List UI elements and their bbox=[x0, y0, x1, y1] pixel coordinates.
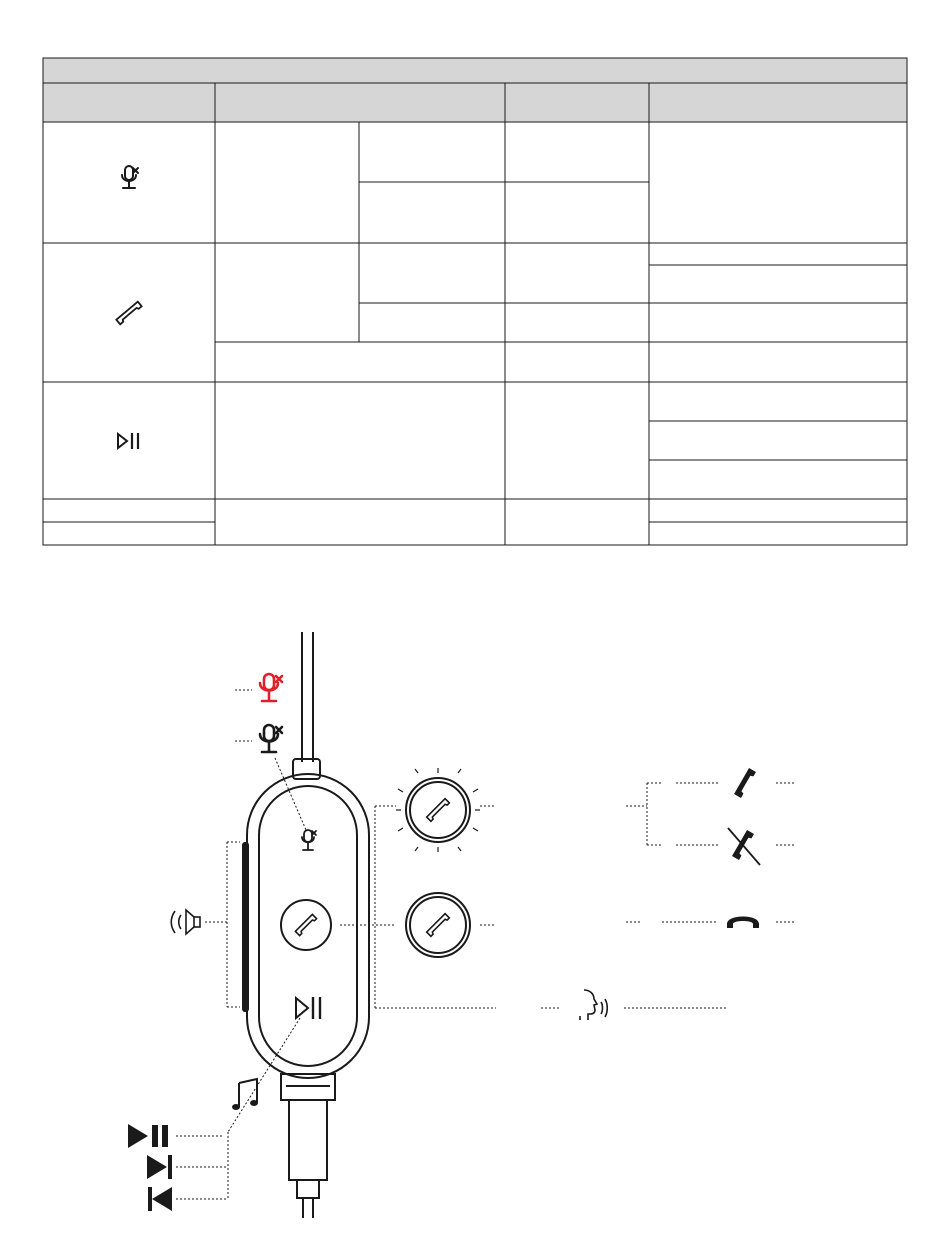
mic-mute-button[interactable] bbox=[302, 830, 316, 850]
inline-controller bbox=[247, 774, 369, 1078]
answer-call-icon bbox=[734, 768, 756, 798]
voice-assistant-icon bbox=[580, 990, 607, 1020]
upper-cable bbox=[293, 632, 320, 779]
call-button[interactable] bbox=[281, 900, 331, 950]
volume-rocker[interactable] bbox=[242, 842, 249, 1012]
volume-bracket bbox=[205, 842, 240, 1007]
mic-muted-red-icon bbox=[260, 674, 282, 701]
play-pause-button[interactable] bbox=[296, 997, 320, 1019]
call-button-blinking-icon bbox=[396, 768, 480, 852]
music-note-icon bbox=[232, 1079, 258, 1110]
end-call-icon bbox=[727, 917, 759, 929]
mic-muted-icon bbox=[260, 725, 282, 752]
call-leaders bbox=[340, 783, 796, 1008]
speaker-volume-icon bbox=[171, 910, 200, 934]
call-button-icon bbox=[406, 893, 470, 957]
lower-cable bbox=[281, 1074, 335, 1218]
previous-track-icon bbox=[148, 1187, 172, 1211]
play-pause-icon bbox=[128, 1124, 168, 1148]
decline-call-icon bbox=[728, 828, 760, 865]
next-track-icon bbox=[147, 1155, 172, 1179]
